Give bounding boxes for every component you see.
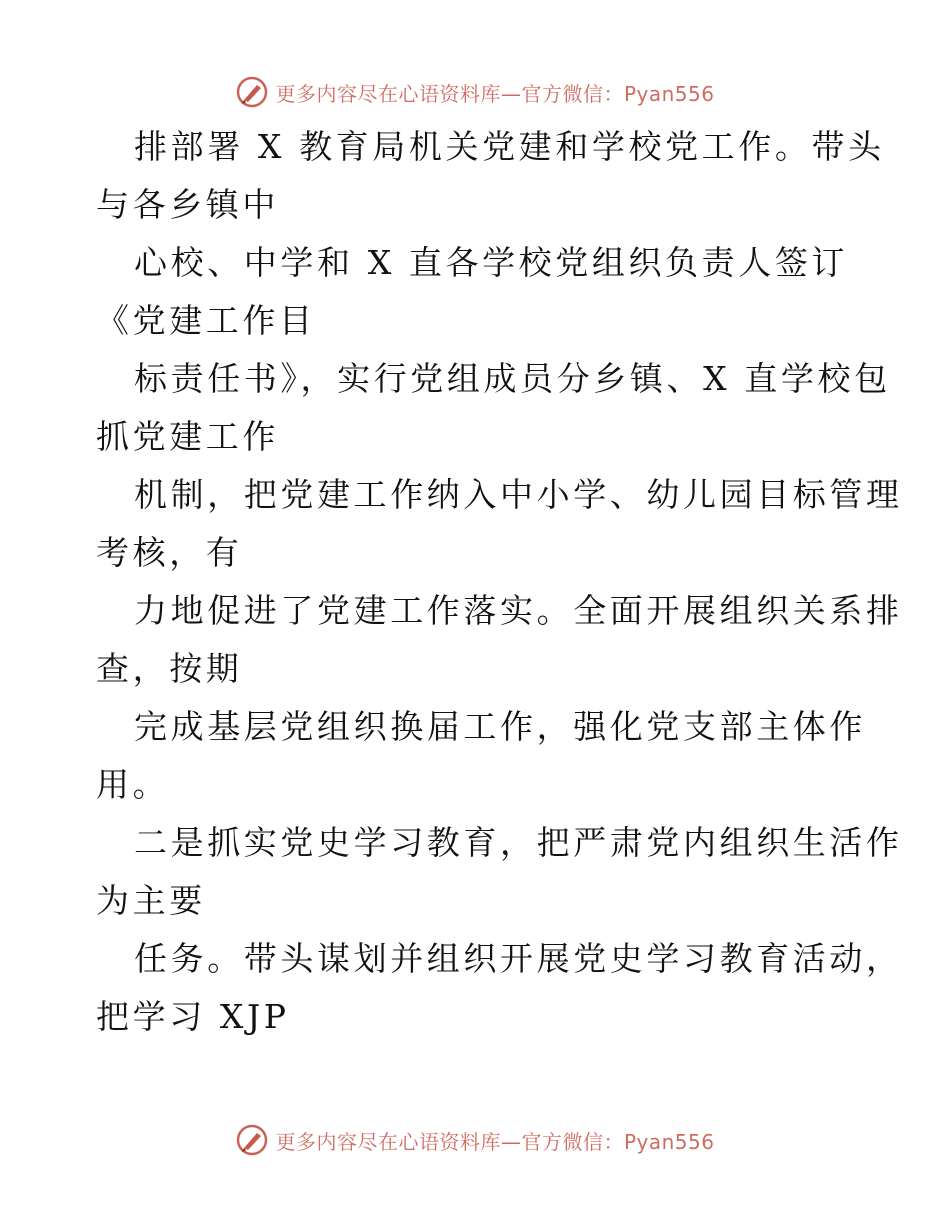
text-line: 与各乡镇中 bbox=[96, 185, 279, 224]
text-line: 心校、中学和 X 直各学校党组织负责人签订 bbox=[134, 243, 849, 282]
footer-watermark bbox=[0, 1120, 950, 1160]
document-body bbox=[96, 118, 903, 1046]
text-line: 《党建工作目 bbox=[96, 301, 316, 340]
watermark-text: 更多内容尽在心语资料库—官方微信：Pyan556 bbox=[275, 1129, 715, 1154]
text-line: 力地促进了党建工作落实。全面开展组织关系排 bbox=[134, 591, 903, 630]
text-line: 标责任书》，实行党组成员分乡镇、X 直学校包 bbox=[134, 359, 891, 398]
text-line: 机制，把党建工作纳入中小学、幼儿园目标管理 bbox=[134, 475, 903, 514]
header-watermark bbox=[0, 72, 950, 112]
watermark-text: 更多内容尽在心语资料库—官方微信：Pyan556 bbox=[275, 81, 715, 106]
text-line: 完成基层党组织换届工作，强化党支部主体作 bbox=[134, 707, 866, 746]
text-line: 查，按期 bbox=[96, 649, 243, 688]
text-line: 任务。带头谋划并组织开展党史学习教育活动， bbox=[134, 939, 903, 978]
pen-logo-icon bbox=[235, 75, 269, 109]
text-line: 用。 bbox=[96, 765, 170, 804]
text-line: 为主要 bbox=[96, 881, 206, 920]
text-line: 排部署 X 教育局机关党建和学校党工作。带头 bbox=[134, 127, 885, 166]
text-line: 抓党建工作 bbox=[96, 417, 279, 456]
pen-logo-icon bbox=[235, 1123, 269, 1157]
text-line: 二是抓实党史学习教育，把严肃党内组织生活作 bbox=[134, 823, 903, 862]
text-line: 把学习 XJP bbox=[96, 997, 290, 1036]
text-line: 考核，有 bbox=[96, 533, 243, 572]
